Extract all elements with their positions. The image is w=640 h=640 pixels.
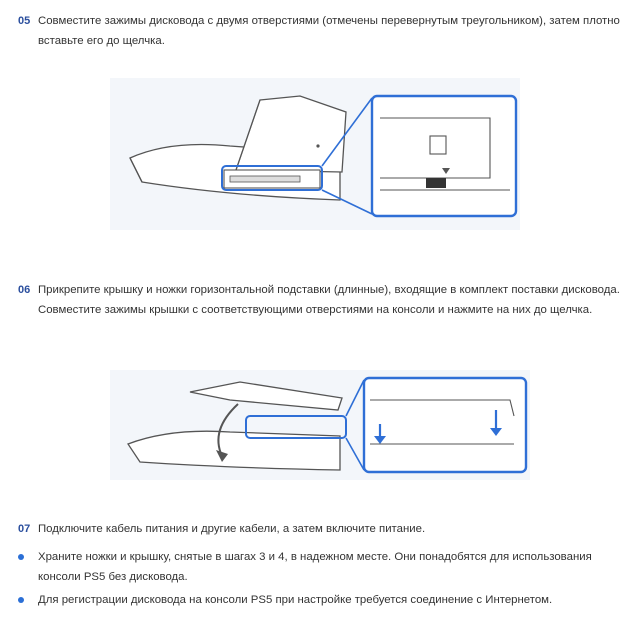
bullet-icon	[18, 554, 24, 560]
step-number: 05	[18, 15, 31, 27]
step-text: Совместите зажимы дисковода с двумя отверстиями (отмечены перевернутым треугольником), затем плотно вставьте его до щелчка.	[38, 15, 620, 47]
drive-insert-illustration	[110, 78, 520, 230]
cover-attach-illustration	[110, 370, 530, 480]
note-item	[18, 547, 630, 587]
bullet-icon	[18, 597, 24, 603]
note-text: Для регистрации дисковода на консоли PS5 при настройке требуется соединение с Интернетом.	[38, 594, 553, 606]
step-number: 07	[18, 523, 31, 535]
step-text: Подключите кабель питания и другие кабели, а затем включите питание.	[38, 523, 426, 535]
note-item	[18, 590, 630, 610]
note-text: Храните ножки и крышку, снятые в шагах 3 и 4, в надежном месте. Они понадобятся для использования консоли PS5 без дисковода.	[38, 551, 592, 583]
step-number: 06	[18, 284, 31, 296]
step-07	[18, 519, 626, 539]
step-text: Прикрепите крышку и ножки горизонтальной подставки (длинные), входящие в комплект поставки дисковода. Совместите зажимы крышки с соответствующими отверстиями на консоли и нажмите на них до щелчка.	[38, 284, 620, 316]
step-05	[18, 11, 626, 51]
step-06	[18, 280, 626, 320]
